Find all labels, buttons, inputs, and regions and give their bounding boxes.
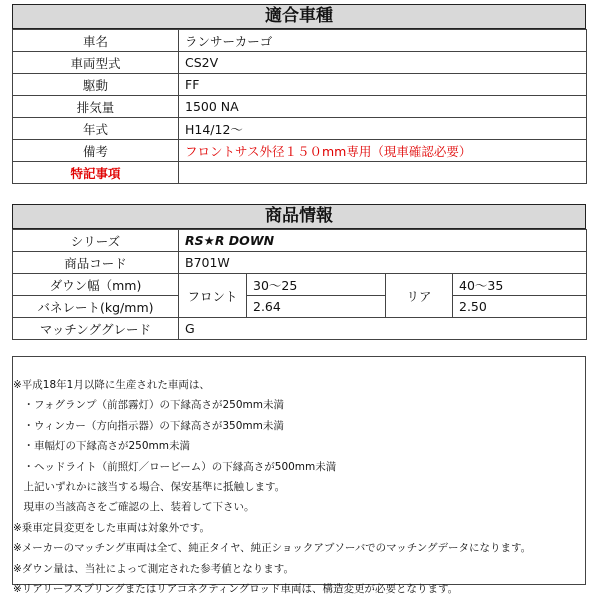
row-label: 備考 — [13, 140, 179, 162]
rear-down-value: 40～35 — [453, 274, 587, 296]
product-header: 商品情報 — [12, 204, 586, 229]
row-label: 車両型式 — [13, 52, 179, 74]
code-label: 商品コード — [13, 252, 179, 274]
row-label: 排気量 — [13, 96, 179, 118]
down-label: ダウン幅（mm) — [13, 274, 179, 296]
row-value: ランサーカーゴ — [179, 30, 587, 52]
row-value: FF — [179, 74, 587, 96]
table-row — [13, 274, 587, 296]
note-line: ・車幅灯の下縁高さが250mm未満 — [13, 440, 190, 453]
spring-label: バネレート(kg/mm) — [13, 296, 179, 318]
note-line: ・ウィンカー（方向指示器）の下縁高さが350mm未満 — [13, 419, 284, 432]
front-rate-value: 2.64 — [247, 296, 386, 318]
front-label: フロント — [179, 274, 247, 318]
matching-label: マッチンググレード — [13, 318, 179, 340]
row-label: 駆動 — [13, 74, 179, 96]
table-row — [13, 74, 587, 96]
table-row — [13, 162, 587, 184]
table-row — [13, 52, 587, 74]
note-line: ※リアリーフスプリングまたはリアコネクティングロッド車両は、構造変更が必要となります。 — [13, 582, 459, 595]
note-line: ・ヘッドライト（前照灯／ロービーム）の下縁高さが500mm未満 — [13, 460, 337, 473]
compat-table — [12, 29, 587, 184]
table-row — [13, 140, 587, 162]
table-row — [13, 318, 587, 340]
table-row — [13, 96, 587, 118]
row-value: CS2V — [179, 52, 587, 74]
note-line: ※メーカーのマッチング車両は全て、純正タイヤ、純正ショックアブソーバでのマッチングデータになります。 — [13, 542, 532, 555]
table-row — [13, 230, 587, 252]
special-notes-value — [179, 162, 587, 184]
compat-header: 適合車種 — [12, 4, 586, 29]
note-line: 上記いずれかに該当する場合、保安基準に抵触します。 — [13, 480, 286, 493]
row-value: H14/12～ — [179, 118, 587, 140]
note-line: 現車の当該高さをご確認の上、装着して下さい。 — [13, 501, 255, 514]
note-line: ※乗車定員変更をした車両は対象外です。 — [13, 521, 210, 534]
table-row — [13, 252, 587, 274]
matching-value: G — [179, 318, 587, 340]
row-label: 車名 — [13, 30, 179, 52]
code-value: B701W — [179, 252, 587, 274]
row-value: 1500 NA — [179, 96, 587, 118]
note-line: ※ダウン量は、当社によって測定された参考値となります。 — [13, 562, 294, 575]
note-line: ※平成18年1月以降に生産された車両は、 — [13, 379, 210, 391]
table-row — [13, 296, 587, 318]
note-line: ・フォグランプ（前部霧灯）の下縁高さが250mm未満 — [13, 399, 284, 412]
table-row — [13, 30, 587, 52]
rear-label: リア — [386, 274, 453, 318]
series-label: シリーズ — [13, 230, 179, 252]
product-table — [12, 229, 587, 340]
remarks-value: フロントサス外径１５０mm専用（現車確認必要） — [179, 140, 587, 162]
series-value: RS★R DOWN — [179, 230, 587, 252]
rear-rate-value: 2.50 — [453, 296, 587, 318]
special-notes-label: 特記事項 — [13, 162, 179, 184]
table-row — [13, 118, 587, 140]
notes-box — [12, 356, 586, 595]
row-label: 年式 — [13, 118, 179, 140]
front-down-value: 30～25 — [247, 274, 386, 296]
